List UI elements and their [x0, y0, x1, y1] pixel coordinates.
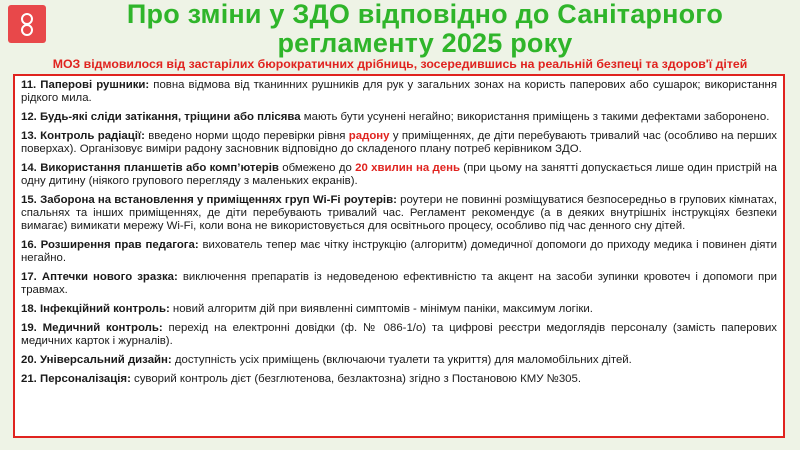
page-subtitle: МОЗ відмовилося від застарілих бюрократичних дрібниць, зосередившись на реальній безпеці та здоров'ї дітей: [52, 57, 748, 71]
item-text: у приміщеннях, де діти перебувають тривалий час (особливо на перших поверхах). Організовує виміри радону засновник відповідно до складеного плану потреб керівником ЗДО.: [21, 130, 777, 155]
item-title: Медичний контроль:: [42, 322, 163, 334]
item-number: 12.: [21, 111, 37, 123]
item-title: Інфекційний контроль:: [40, 303, 170, 315]
item-highlight: радону: [348, 130, 390, 142]
item-text: вихователь тепер має чітку інструкцію (алгоритм) домедичної допомоги до приходу медика і повинен діяти негайно.: [21, 239, 777, 264]
item-title: Універсальний дизайн:: [40, 354, 172, 366]
item-text: (при цьому на занятті допускається лише один пристрій на одну дитину (ніякого групового перегляду з маленьких екранів).: [21, 162, 777, 187]
item-number: 16.: [21, 239, 37, 251]
item-number: 11.: [21, 79, 37, 91]
item-text: перехід на електронні довідки (ф. № 086-1/о) та цифрові реєстри медоглядів персоналу (замість паперових медичних карток і журналів).: [21, 322, 777, 347]
logo-icon: [8, 5, 46, 43]
item-text: роутери не повинні розміщуватися безпосередньо в групових кімнатах, спальнях та інших приміщеннях, де діти перебувають тривалий час. Регламент рекомендує (а в деяких внутрішніх інструкціях безпеки вимагає) вимикати мережу Wi-Fi, коли вона не використовується для освітнього процесу, особливо під час денного сну дітей.: [21, 194, 777, 232]
item-number: 18.: [21, 303, 37, 315]
page-title: Про зміни у ЗДО відповідно до Санітарного регламенту 2025 року: [126, 0, 724, 58]
item-text: суворий контроль дієт (безглютенова, безлактозна) згідно з Постановою КМУ №305.: [130, 373, 582, 385]
item-highlight: 20 хвилин на день: [355, 162, 460, 174]
item-number: 20.: [21, 354, 37, 366]
list-item-20: [21, 354, 777, 367]
item-text: виключення препаратів із недоведеною ефективністю та акцент на засоби зупинки кровотеч і допомоги при травмах.: [21, 271, 778, 296]
item-number: 14.: [21, 162, 37, 174]
item-text: введено норми щодо перевірки рівня: [144, 130, 349, 142]
item-number: 15.: [21, 194, 37, 206]
item-number: 17.: [21, 271, 37, 283]
list-item-18: [21, 303, 777, 316]
item-title: Аптечки нового зразка:: [41, 271, 178, 283]
list-item-12: [21, 111, 777, 124]
list-item-11: [21, 79, 777, 105]
list-item-21: [21, 373, 777, 386]
item-text: доступність усіх приміщень (включаючи туалети та укриття) для маломобільних дітей.: [171, 354, 632, 366]
item-text: обмежено до: [278, 162, 356, 174]
item-title: Заборона на встановлення у приміщеннях груп Wi-Fi роутерів:: [40, 194, 397, 206]
item-text: повна відмова від тканинних рушників для рук у загальних зонах на користь паперових або сушарок; використання рідкого мила.: [21, 79, 777, 104]
item-number: 21.: [21, 373, 37, 385]
item-number: 13.: [21, 130, 37, 142]
item-title: Розширення прав педагога:: [40, 239, 199, 251]
item-title: Паперові рушники:: [40, 79, 150, 91]
logo-symbol: [15, 10, 39, 38]
item-title: Використання планшетів або комп’ютерів: [40, 162, 279, 174]
item-text: мають бути усунені негайно; використання приміщень з такими дефектами заборонено.: [300, 111, 770, 123]
item-title: Контроль радіації:: [40, 130, 145, 142]
list-item-14: [21, 162, 777, 188]
item-text: новий алгоритм дій при виявленні симптомів - мінімум паніки, максимум логіки.: [169, 303, 593, 315]
list-item-19: [21, 322, 777, 348]
item-number: 19.: [21, 322, 37, 334]
item-title: Будь-які сліди затікання, тріщини або плісява: [40, 111, 301, 123]
list-item-13: [21, 130, 777, 156]
list-item-16: [21, 239, 777, 265]
item-title: Персоналізація:: [40, 373, 131, 385]
content-panel: [13, 74, 785, 438]
list-item-15: [21, 194, 777, 233]
list-item-17: [21, 271, 777, 297]
